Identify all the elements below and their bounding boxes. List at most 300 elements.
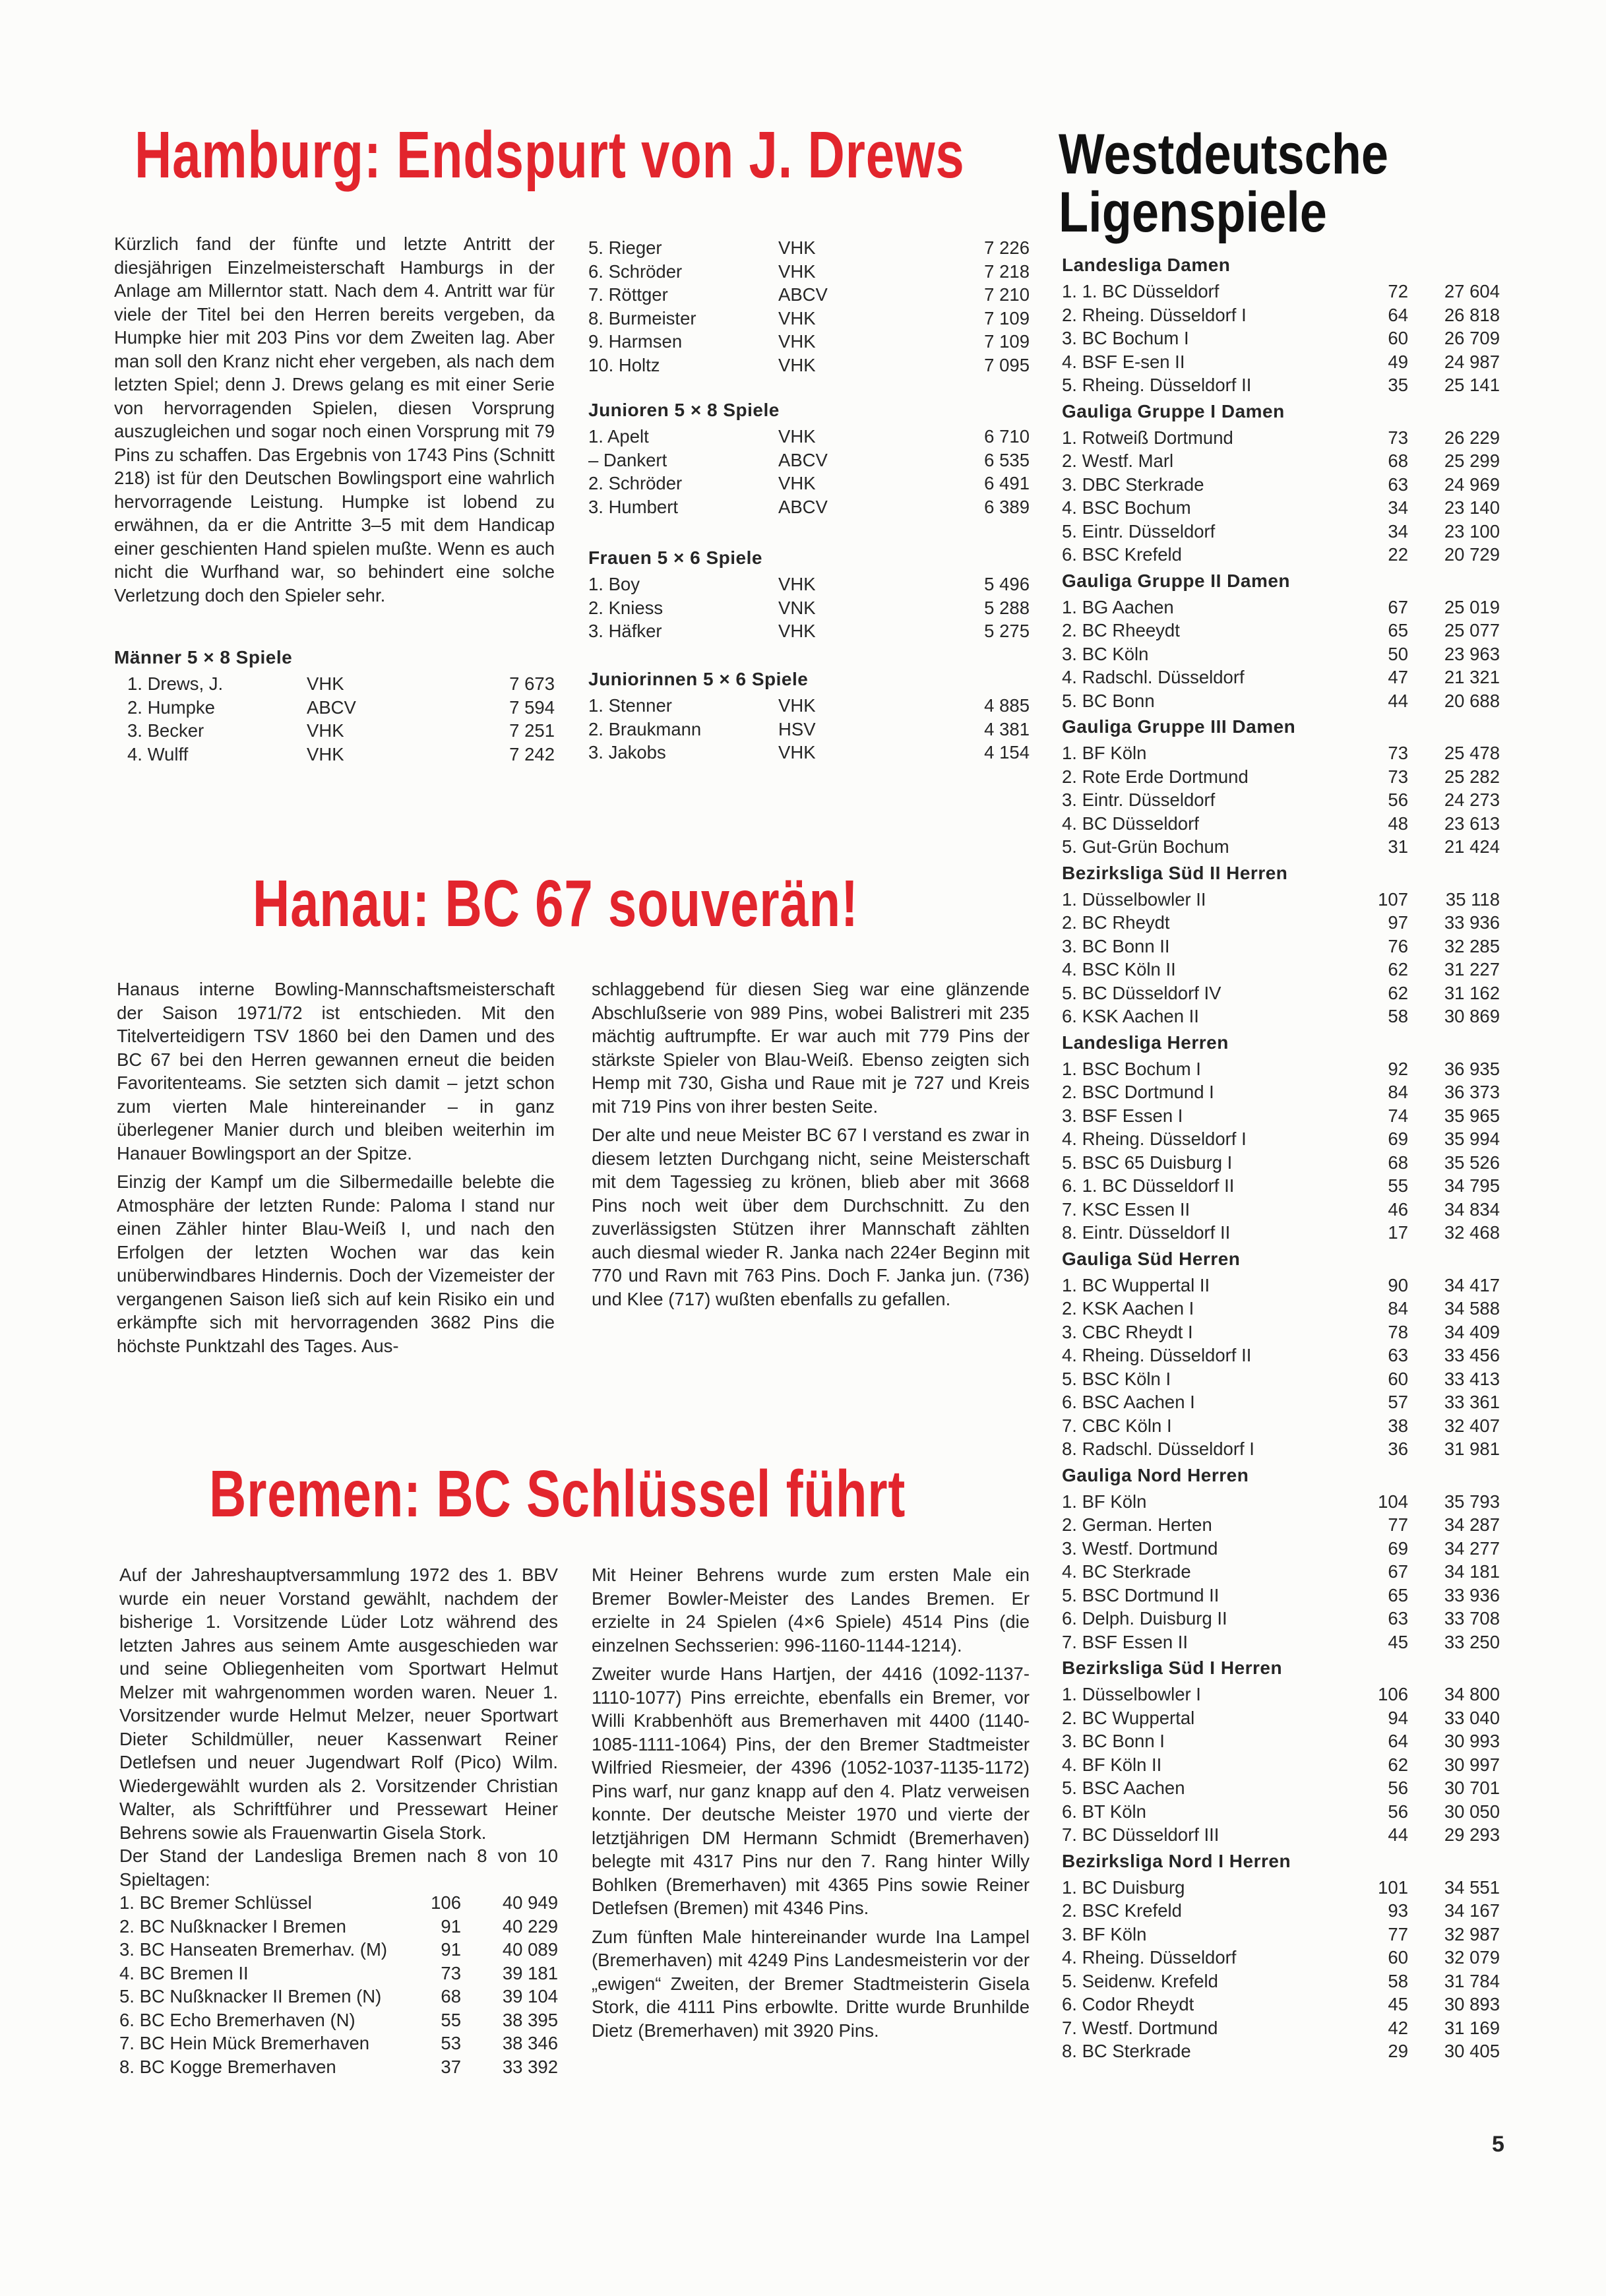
entry-pins: 33 936: [1444, 1584, 1500, 1605]
entry-points: 67: [1388, 596, 1408, 617]
entry-club: VHK: [778, 261, 816, 282]
entry-team: 3. BF Köln: [1062, 1923, 1147, 1944]
entry-name: 3. Becker: [127, 720, 204, 741]
entry-pins: 34 287: [1444, 1514, 1500, 1535]
entry-points: 77: [1388, 1514, 1408, 1535]
entry-pins: 35 793: [1444, 1491, 1500, 1512]
league-heading: Gauliga Nord Herren: [1062, 1464, 1249, 1485]
league-table: [1062, 426, 1500, 567]
entry-team: 1. BG Aachen: [1062, 596, 1174, 617]
entry-pins: 29 293: [1444, 1824, 1500, 1845]
entry-team: 5. Seidenw. Krefeld: [1062, 1970, 1218, 1991]
entry-points: 64: [1388, 304, 1408, 325]
table-row: [588, 449, 1030, 472]
table-row: [1062, 1776, 1500, 1800]
entry-points: 31: [1388, 836, 1408, 857]
entry-points: 17: [1388, 1222, 1408, 1243]
table-row: [119, 1938, 558, 1962]
entry-team: 7. Westf. Dortmund: [1062, 2017, 1218, 2038]
entry-team: 5. BC Düsseldorf IV: [1062, 982, 1221, 1003]
table-row: [1062, 1490, 1500, 1514]
entry-name: 10. Holtz: [588, 354, 660, 375]
table-row: [1062, 788, 1500, 812]
entry-points: 60: [1388, 1947, 1408, 1968]
entry-pins: 26 818: [1444, 304, 1500, 325]
entry-points: 73: [1388, 427, 1408, 448]
table-row: [1062, 981, 1500, 1005]
entry-points: 63: [1388, 1345, 1408, 1365]
league-table: [1062, 1274, 1500, 1461]
league-heading: Gauliga Gruppe I Damen: [1062, 400, 1285, 421]
table-row: [1062, 1057, 1500, 1081]
table-row: [1062, 1753, 1500, 1777]
entry-pins: 33 936: [1444, 912, 1500, 933]
entry-pins: 34 167: [1444, 1900, 1500, 1921]
table-row: [1062, 1729, 1500, 1753]
entry-pins: 27 604: [1444, 281, 1500, 301]
table-row: [1062, 1923, 1500, 1946]
entry-points: 58: [1388, 1006, 1408, 1026]
entry-pins: 31 227: [1444, 959, 1500, 979]
league-section: [1062, 1028, 1500, 1245]
entry-points: 62: [1388, 1754, 1408, 1775]
entry-team: 8. Radschl. Düsseldorf I: [1062, 1439, 1254, 1459]
entry-points: 65: [1388, 620, 1408, 640]
league-section: [1062, 251, 1500, 397]
entry-name: 2. Braukmann: [588, 718, 702, 739]
entry-team: 7. BC Hein Mück Bremerhaven: [119, 2033, 370, 2053]
entry-pins: 30 405: [1444, 2041, 1500, 2061]
entry-pins: 5 288: [984, 597, 1030, 618]
entry-points: 65: [1388, 1584, 1408, 1605]
entry-name: 6. Schröder: [588, 261, 683, 282]
entry-team: 3. Eintr. Düsseldorf: [1062, 790, 1216, 810]
entry-pins: 23 100: [1444, 520, 1500, 542]
entry-pins: 7 242: [509, 743, 555, 764]
table-row: [588, 619, 1030, 643]
entry-team: 1. BC Duisburg: [1062, 1877, 1185, 1898]
league-section: [1062, 1654, 1500, 1847]
entry-pins: 7 109: [984, 307, 1030, 328]
table-row: [1062, 642, 1500, 666]
league-table: [1062, 1683, 1500, 1847]
entry-points: 44: [1388, 690, 1408, 711]
entry-club: VHK: [778, 331, 816, 352]
entry-points: 34: [1388, 520, 1408, 542]
entry-pins: 34 588: [1444, 1298, 1500, 1319]
league-section: [1062, 1461, 1500, 1654]
entry-team: 4. Rheing. Düsseldorf: [1062, 1947, 1237, 1968]
entry-team: 4. BSC Köln II: [1062, 959, 1176, 979]
table-row: [119, 2055, 558, 2079]
entry-pins: 33 413: [1444, 1368, 1500, 1389]
league-table: [1062, 1490, 1500, 1654]
entry-points: 91: [441, 1915, 461, 1937]
entry-points: 69: [1388, 1537, 1408, 1559]
hanau-headline: Hanau: BC 67 souverän!: [253, 867, 859, 941]
entry-club: VHK: [778, 695, 816, 716]
paragraph: Einzig der Kampf um die Silbermedaille belebte die Atmosphäre der letzten Runde: Paloma I stand nur einen Zähler hinter Blau-Weiß I, und nach den Erfolgen der letzten Wochen war das kein unüberwindbares Hindernis. Doch der Vizemeister der vergangenen Saison ließ sich auf kein Risiko ein und erkämpfte sich mit hervorragenden 3682 Pins die höchste Punktzahl des Tages. Aus-: [117, 1171, 555, 1356]
table-row: [114, 672, 555, 696]
entry-points: 45: [1388, 1994, 1408, 2014]
paragraph: Zum fünften Male hintereinander wurde Ina Lampel (Bremerhaven) mit 4249 Pins Landesmeisterin vor der „ewigen“ Zweiten, der Bremer Stadtmeisterin Gisela Stork, die 4111 Pins erbowlte. Dritte wurde Brunhilde Dietz (Bremerhaven) mit 3920 Pins.: [592, 1926, 1030, 2041]
hamburg-article-body: [114, 232, 555, 612]
entry-pins: 30 893: [1444, 1994, 1500, 2014]
entry-pins: 4 381: [984, 718, 1030, 739]
page-number: 5: [1492, 2132, 1504, 2157]
entry-team: 2. KSK Aachen I: [1062, 1298, 1194, 1319]
entry-pins: 30 869: [1444, 1006, 1500, 1026]
results-heading: Junioren 5 × 8 Spiele: [588, 400, 780, 420]
entry-pins: 24 273: [1444, 790, 1500, 810]
table-row: [1062, 1970, 1500, 1993]
entry-points: 57: [1388, 1392, 1408, 1412]
entry-pins: 21 424: [1444, 836, 1500, 857]
entry-club: VHK: [778, 354, 816, 375]
entry-pins: 4 885: [984, 695, 1030, 716]
league-heading: Landesliga Herren: [1062, 1032, 1229, 1053]
entry-pins: 34 409: [1444, 1321, 1500, 1342]
results-list: [588, 236, 1030, 377]
entry-points: 56: [1388, 1778, 1408, 1798]
entry-pins: 23 613: [1444, 813, 1500, 834]
entry-pins: 35 994: [1444, 1129, 1500, 1149]
entry-name: 1. Stenner: [588, 695, 672, 716]
entry-points: 101: [1378, 1877, 1408, 1898]
entry-name: – Dankert: [588, 449, 667, 470]
table-row: [1062, 1198, 1500, 1222]
entry-team: 2. BC Rheydt: [1062, 912, 1170, 933]
entry-points: 55: [441, 2009, 461, 2030]
entry-pins: 6 491: [984, 473, 1030, 493]
entry-pins: 32 468: [1444, 1222, 1500, 1243]
entry-team: 5. Rheing. Düsseldorf II: [1062, 375, 1252, 395]
entry-pins: 40 089: [502, 1939, 558, 1960]
table-row: [1062, 473, 1500, 497]
entry-pins: 35 118: [1445, 888, 1500, 910]
league-heading: Gauliga Gruppe II Damen: [1062, 570, 1291, 591]
league-heading: Gauliga Süd Herren: [1062, 1248, 1241, 1269]
entry-team: 4. BC Sterkrade: [1062, 1561, 1191, 1582]
entry-points: 68: [1388, 1152, 1408, 1173]
entry-points: 63: [1388, 1608, 1408, 1629]
table-row: [119, 1962, 558, 1985]
bremen-headline: Bremen: BC Schlüssel führt: [209, 1457, 906, 1531]
table-row: [1062, 1390, 1500, 1414]
table-row: [588, 495, 1030, 519]
entry-pins: 32 079: [1444, 1947, 1500, 1968]
entry-points: 92: [1388, 1058, 1408, 1079]
entry-club: VHK: [778, 426, 816, 447]
table-row: [1062, 496, 1500, 520]
entry-pins: 25 141: [1444, 375, 1500, 395]
table-row: [1062, 1274, 1500, 1297]
entry-team: 2. BC Rheeydt: [1062, 620, 1180, 640]
paragraph: Der alte und neue Meister BC 67 I verstand es zwar in diesem letzten Durchgang nicht, seine Meisterschaft mit dem Tagessieg zu krönen, blieb aber mit 3668 Pins noch weit über dem Durchschnitt. Zu den zuverlässigsten Stützen ihrer Mannschaft zählten auch diesmal wieder R. Janka nach 224er Beginn mit 770 und Ravn mit 763 Pins. Doch F. Janka jun. (736) und Klee (717) wußten ebenfalls zu gefallen.: [592, 1125, 1030, 1309]
entry-points: 94: [1388, 1707, 1408, 1728]
table-row: [1062, 449, 1500, 473]
league-section: [1062, 1245, 1500, 1461]
entry-name: 3. Häfker: [588, 621, 662, 641]
entry-team: 3. BC Köln: [1062, 643, 1149, 664]
entry-points: 56: [1388, 1801, 1408, 1822]
table-row: [119, 1985, 558, 2008]
entry-pins: 36 373: [1444, 1082, 1500, 1102]
results-list: [588, 425, 1030, 518]
entry-team: 5. BSC 65 Duisburg I: [1062, 1152, 1233, 1173]
entry-name: 2. Schröder: [588, 473, 683, 493]
entry-pins: 33 456: [1444, 1345, 1500, 1365]
westdeutsche-headline: [1059, 123, 1442, 244]
entry-points: 62: [1388, 982, 1408, 1003]
entry-points: 73: [441, 1962, 461, 1983]
table-row: [1062, 1560, 1500, 1584]
entry-club: ABCV: [778, 449, 828, 470]
entry-pins: 31 981: [1444, 1439, 1500, 1459]
entry-pins: 34 800: [1444, 1684, 1500, 1704]
entry-pins: 6 535: [984, 449, 1030, 470]
table-row: [588, 694, 1030, 718]
entry-pins: 35 526: [1444, 1152, 1500, 1173]
league-standings: [1062, 251, 1500, 2063]
table-row: [1062, 1320, 1500, 1344]
table-row: [1062, 666, 1500, 689]
results-list: [114, 672, 555, 766]
results-heading: Männer 5 × 8 Spiele: [114, 647, 293, 667]
table-row: [114, 696, 555, 720]
entry-pins: 33 361: [1444, 1392, 1500, 1412]
league-table: [1062, 888, 1500, 1028]
entry-name: 4. Wulff: [127, 743, 189, 764]
table-row: [588, 718, 1030, 741]
entry-club: VHK: [778, 237, 816, 258]
table-row: [1062, 958, 1500, 981]
entry-pins: 7 226: [984, 237, 1030, 258]
table-row: [588, 354, 1030, 377]
table-row: [1062, 1607, 1500, 1630]
entry-team: 2. BC Wuppertal: [1062, 1707, 1195, 1728]
entry-team: 1. BC Bremer Schlüssel: [119, 1892, 312, 1913]
table-row: [1062, 1823, 1500, 1847]
results-list: [588, 573, 1030, 643]
entry-name: 8. Burmeister: [588, 307, 696, 328]
entry-name: 1. Apelt: [588, 426, 649, 447]
results-heading: Juniorinnen 5 × 6 Spiele: [588, 669, 809, 689]
table-row: [1062, 1706, 1500, 1730]
headline-line-1: Westdeutsche: [1059, 123, 1389, 186]
entry-pins: 7 095: [984, 354, 1030, 375]
table-row: [1062, 2039, 1500, 2063]
entry-pins: 7 218: [984, 261, 1030, 282]
entry-pins: 7 594: [509, 697, 555, 718]
table-row: [1062, 1876, 1500, 1900]
entry-team: 1. Düsselbowler II: [1062, 888, 1206, 910]
headline-line-2: Ligenspiele: [1059, 181, 1327, 244]
entry-team: 5. BC Nußknacker II Bremen (N): [119, 1986, 382, 2006]
league-section: [1062, 1847, 1500, 2063]
entry-team: 6. KSK Aachen II: [1062, 1006, 1199, 1026]
entry-points: 93: [1388, 1900, 1408, 1921]
entry-points: 72: [1388, 281, 1408, 301]
entry-points: 46: [1388, 1198, 1408, 1220]
entry-points: 64: [1388, 1731, 1408, 1751]
entry-team: 5. Gut-Grün Bochum: [1062, 836, 1229, 857]
table-row: [588, 573, 1030, 596]
entry-name: 1. Boy: [588, 574, 640, 594]
entry-points: 42: [1388, 2017, 1408, 2038]
entry-pins: 39 104: [502, 1986, 558, 2006]
entry-pins: 33 708: [1444, 1608, 1500, 1629]
paragraph: Mit Heiner Behrens wurde zum ersten Male ein Bremer Bowler-Meister des Landes Bremen. Er erzielte in 24 Spielen (4×6 Spiele) 4514 Pins (die einzelnen Sechsserien: 996-1160-1144-1214).: [592, 1565, 1030, 1656]
table-row: [1062, 280, 1500, 303]
entry-pins: 40 949: [502, 1892, 558, 1913]
entry-pins: 5 275: [984, 621, 1030, 641]
entry-pins: 23 140: [1444, 497, 1500, 518]
table-row: [1062, 1151, 1500, 1175]
entry-points: 84: [1388, 1298, 1408, 1319]
entry-points: 45: [1388, 1631, 1408, 1652]
entry-pins: 25 282: [1444, 766, 1500, 787]
hamburg-headline: Hamburg: Endspurt von J. Drews: [135, 118, 965, 192]
entry-name: 5. Rieger: [588, 237, 662, 258]
entry-pins: 30 993: [1444, 1731, 1500, 1751]
table-row: [1062, 888, 1500, 912]
entry-pins: 33 250: [1444, 1631, 1500, 1652]
table-row: [1062, 1537, 1500, 1561]
league-section: [1062, 859, 1500, 1028]
entry-points: 22: [1388, 544, 1408, 565]
entry-team: 6. 1. BC Düsseldorf II: [1062, 1175, 1235, 1196]
entry-pins: 38 395: [502, 2009, 558, 2030]
paragraph: Auf der Jahreshauptversammlung 1972 des 1. BBV wurde ein neuer Vorstand gewählt, nachdem der bisherige 1. Vorsitzende Lüder Lotz während des letzten Jahres aus seinem Amte ausgeschieden war und seine Obliegenheiten vom Sportwart Helmut Melzer mit wahrgenommen worden waren. Neuer 1. Vorsitzender wurde Helmut Melzer, neuer Sportwart Dieter Schildmüller, neuer Kassenwart Reiner Detlefsen und neuer Jugendwart Rolf (Pico) Wilm. Wiedergewählt wurden als 2. Vorsitzender Christian Walter, als Schriftführer und Pressewart Heiner Behrens sowie als Frauenwartin Gisela Stork.: [119, 1565, 558, 1843]
entry-club: VHK: [778, 574, 816, 594]
table-row: [1062, 1437, 1500, 1461]
entry-team: 4. Rheing. Düsseldorf I: [1062, 1129, 1247, 1149]
entry-pins: 7 673: [509, 673, 555, 694]
league-table: [1062, 1876, 1500, 2063]
entry-team: 3. BC Bochum I: [1062, 328, 1189, 348]
league-table: [1062, 741, 1500, 859]
entry-pins: 25 299: [1444, 450, 1500, 471]
table-row: [1062, 689, 1500, 713]
entry-pins: 26 709: [1444, 328, 1500, 348]
league-table: [1062, 280, 1500, 397]
entry-points: 84: [1388, 1082, 1408, 1102]
table-row: [588, 741, 1030, 764]
entry-club: ABCV: [778, 284, 828, 305]
entry-team: 6. BC Echo Bremerhaven (N): [119, 2009, 355, 2030]
table-row: [1062, 812, 1500, 836]
entry-team: 5. BC Bonn: [1062, 690, 1155, 711]
table-row: [1062, 1367, 1500, 1391]
entry-team: 1. BC Wuppertal II: [1062, 1274, 1210, 1295]
entry-points: 47: [1388, 667, 1408, 687]
entry-points: 73: [1388, 743, 1408, 763]
entry-pins: 33 392: [502, 2056, 558, 2077]
entry-pins: 20 729: [1444, 544, 1500, 565]
entry-pins: 4 154: [984, 742, 1030, 762]
entry-club: ABCV: [307, 697, 356, 718]
entry-pins: 20 688: [1444, 690, 1500, 711]
hamburg-frauen-results: [588, 543, 1030, 643]
entry-points: 76: [1388, 935, 1408, 956]
entry-team: 1. BF Köln: [1062, 1491, 1147, 1512]
entry-team: 4. Radschl. Düsseldorf: [1062, 667, 1245, 687]
league-table: [1062, 1057, 1500, 1245]
entry-pins: 31 162: [1444, 982, 1500, 1003]
entry-points: 60: [1388, 1368, 1408, 1389]
entry-name: 3. Jakobs: [588, 742, 666, 762]
paragraph: Der Stand der Landesliga Bremen nach 8 von 10 Spieltagen:: [119, 1846, 558, 1890]
table-row: [588, 283, 1030, 307]
entry-pins: 6 710: [984, 426, 1030, 447]
table-row: [1062, 741, 1500, 765]
entry-team: 6. Delph. Duisburg II: [1062, 1608, 1227, 1629]
entry-team: 7. CBC Köln I: [1062, 1415, 1172, 1436]
table-row: [1062, 1344, 1500, 1367]
table-row: [1062, 1513, 1500, 1537]
entry-points: 91: [441, 1939, 461, 1960]
entry-team: 3. BC Bonn II: [1062, 935, 1170, 956]
table-row: [119, 1915, 558, 1939]
league-heading: Landesliga Damen: [1062, 255, 1231, 275]
hanau-column-1: [117, 977, 555, 1363]
table-row: [1062, 303, 1500, 327]
table-row: [1062, 1297, 1500, 1320]
entry-points: 68: [441, 1986, 461, 2006]
league-heading: Gauliga Gruppe III Damen: [1062, 716, 1296, 737]
entry-points: 49: [1388, 351, 1408, 372]
table-row: [1062, 326, 1500, 350]
hamburg-paragraph: Kürzlich fand der fünfte und letzte Antritt der diesjährigen Einzelmeisterschaft Hamburgs in der Anlage am Millerntor statt. Nach dem 4. Antritt war für viele der Titel bei den Herren bereits vergeben, da Humpke hier mit 203 Pins vor dem Zweiten lag. Aber man soll den Kranz nicht eher vergeben, als nach dem letzten Spiel; denn J. Drews gelang es mit einer Serie von hervorragenden Spielen, diesen Vorsprung auszugleichen und sogar noch einen Vorsprung mit 79 Pins zu schaffen. Das Ergebnis von 1743 Pins (Schnitt 218) ist für den Deutschen Bowlingsport eine wahrlich hervorragende Leistung. Humpke ist lobend zu erwähnen, da er die Antritte 3–5 mit dem Handicap einer geschienten Hand spielen mußte. Wenn es auch nicht die Wurfhand war, so behindert eine solche Verletzung doch den Spieler sehr.: [114, 233, 555, 605]
entry-team: 2. German. Herten: [1062, 1514, 1212, 1535]
entry-name: 2. Kniess: [588, 597, 664, 618]
entry-pins: 39 181: [502, 1962, 558, 1983]
table-row: [1062, 835, 1500, 859]
table-row: [1062, 350, 1500, 374]
entry-club: VHK: [778, 307, 816, 328]
hamburg-juniorinnen-results: [588, 665, 1030, 764]
entry-pins: 34 417: [1444, 1274, 1500, 1295]
entry-points: 62: [1388, 959, 1408, 979]
entry-points: 48: [1388, 813, 1408, 834]
entry-team: 2. Rheing. Düsseldorf I: [1062, 304, 1247, 325]
entry-pins: 34 277: [1444, 1537, 1500, 1559]
entry-points: 106: [431, 1892, 461, 1913]
league-table: [1062, 596, 1500, 713]
entry-name: 9. Harmsen: [588, 331, 683, 352]
entry-pins: 7 210: [984, 284, 1030, 305]
entry-pins: 24 969: [1444, 474, 1500, 495]
entry-pins: 38 346: [502, 2033, 558, 2053]
table-row: [114, 719, 555, 743]
entry-team: 2. Westf. Marl: [1062, 450, 1174, 471]
table-row: [1062, 619, 1500, 642]
league-heading: Bezirksliga Süd I Herren: [1062, 1658, 1283, 1678]
entry-club: VHK: [778, 473, 816, 493]
table-row: [119, 2008, 558, 2032]
entry-team: 1. Rotweiß Dortmund: [1062, 427, 1233, 448]
table-row: [588, 236, 1030, 260]
entry-pins: 31 784: [1444, 1970, 1500, 1991]
table-row: [119, 1891, 558, 1915]
entry-points: 77: [1388, 1923, 1408, 1944]
entry-team: 2. BSC Krefeld: [1062, 1900, 1182, 1921]
entry-pins: 33 040: [1444, 1707, 1500, 1728]
entry-club: ABCV: [778, 496, 828, 517]
bremen-standings-table: [119, 1891, 558, 2078]
entry-team: 4. BSC Bochum: [1062, 497, 1191, 518]
